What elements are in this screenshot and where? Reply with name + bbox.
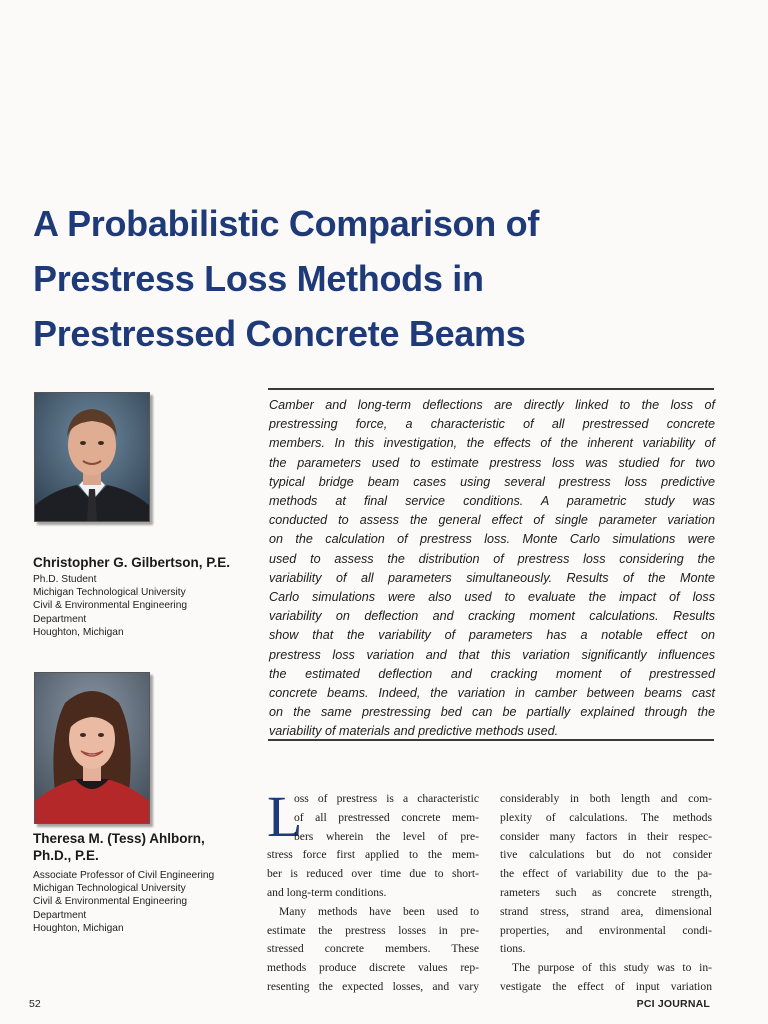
abstract-line: prestressing force, a characteristic of all prestressed concrete bbox=[269, 417, 715, 432]
affiliation-line: Michigan Technological University bbox=[33, 883, 186, 895]
abstract-line: variability on deflection and cracking moment calculations. Results bbox=[269, 609, 715, 624]
abstract-line: variability of materials and predictive methods used. bbox=[269, 724, 559, 739]
body-column-2 bbox=[500, 790, 712, 997]
body-line: methods produce discrete values rep- bbox=[267, 961, 479, 975]
affiliation-line: Civil & Environmental Engineering bbox=[33, 600, 188, 612]
abstract-line: the parameters used to estimate prestress loss was studied for two bbox=[269, 455, 715, 470]
affiliation-line: Ph.D. Student bbox=[33, 574, 97, 585]
body-line: considerably in both length and com- bbox=[500, 792, 712, 805]
author-photo-ahlborn bbox=[34, 672, 150, 824]
affiliation-line: Civil & Environmental Engineering bbox=[33, 896, 188, 908]
body-line: stress force first applied to the mem- bbox=[267, 848, 479, 862]
abstract-line: used to assess the distribution of prestress loss considering the bbox=[269, 551, 715, 566]
abstract-line: prestress loss variation and that this variation significantly influences bbox=[269, 647, 715, 662]
affiliation-line: Michigan Technological University bbox=[33, 587, 186, 599]
body-line: oss of prestress is a characteristic bbox=[294, 792, 479, 805]
body-line: the effect of variability due to the pa- bbox=[500, 867, 712, 881]
body-line: vestigate the effect of input variation bbox=[500, 979, 712, 993]
body-line: ber is reduced over time due to short- bbox=[267, 867, 479, 881]
author-name-1: Christopher G. Gilbertson, P.E. bbox=[33, 555, 231, 570]
author-affiliation-1 bbox=[33, 573, 248, 639]
abstract-line: methods at final service conditions. A parametric study was bbox=[269, 494, 715, 509]
body-line: resenting the expected losses, and vary bbox=[267, 979, 479, 993]
abstract-line: Camber and long-term deflections are directly linked to the loss of bbox=[269, 398, 715, 412]
drop-cap: L bbox=[267, 784, 303, 849]
affiliation-line: Department bbox=[33, 613, 87, 625]
abstract-line: members. In this investigation, the effects of the inherent variability of bbox=[269, 436, 715, 451]
abstract-line: concrete beams. Indeed, the variation in camber between beams cast bbox=[269, 686, 715, 701]
body-line: tions. bbox=[500, 942, 526, 956]
abstract-line: show that the variability of parameters has a notable effect on bbox=[269, 628, 715, 643]
body-line: rameters such as concrete strength, bbox=[500, 885, 712, 899]
abstract-bottom-rule bbox=[268, 739, 714, 741]
affiliation-line: Houghton, Michigan bbox=[33, 922, 124, 934]
body-line: plexity of calculations. The methods bbox=[500, 810, 712, 824]
body-column-1 bbox=[267, 784, 479, 997]
affiliation-line: Department bbox=[33, 909, 87, 921]
author-photo-gilbertson bbox=[34, 392, 150, 522]
body-line: bers wherein the level of pre- bbox=[294, 829, 479, 843]
author-affiliation-2 bbox=[33, 869, 248, 935]
title-line-1: A Probabilistic Comparison of bbox=[33, 203, 540, 244]
body-line: of all prestressed concrete mem- bbox=[294, 810, 479, 824]
abstract-line: on the same prestressing bed can be partially explained through the bbox=[269, 705, 715, 720]
body-line: and long-term conditions. bbox=[267, 885, 387, 899]
page-number: 52 bbox=[29, 998, 41, 1010]
author-name-2: Theresa M. (Tess) Ahlborn, Ph.D., P.E. bbox=[33, 831, 205, 863]
body-line: estimate the prestress losses in pre- bbox=[267, 923, 479, 937]
abstract-line: variability of all parameters simultaneously. Results of the Monte bbox=[269, 570, 715, 585]
body-line: stressed concrete members. These bbox=[267, 942, 479, 956]
affiliation-line: Houghton, Michigan bbox=[33, 626, 124, 638]
abstract-top-rule bbox=[268, 388, 714, 390]
abstract-line: on the calculation of prestress loss. Monte Carlo simulations were bbox=[269, 532, 715, 547]
body-line: tive calculations but do not consider bbox=[500, 848, 712, 862]
abstract-line: Carlo simulations were also used to evaluate the impact of loss bbox=[269, 590, 715, 605]
body-line: The purpose of this study was to in- bbox=[512, 961, 712, 975]
title-line-3: Prestressed Concrete Beams bbox=[33, 313, 526, 354]
body-line: properties, and environmental condi- bbox=[500, 923, 712, 937]
abstract-line: the estimated deflection and cracking moment of prestressed bbox=[269, 666, 715, 681]
journal-name: PCI JOURNAL bbox=[636, 998, 710, 1010]
abstract bbox=[269, 396, 715, 742]
body-line: strand stress, strand area, dimensional bbox=[500, 904, 712, 918]
title-line-2: Prestress Loss Methods in bbox=[33, 258, 484, 299]
article-title bbox=[33, 196, 713, 361]
body-line: consider many factors in their respec- bbox=[500, 829, 712, 843]
body-line: Many methods have been used to bbox=[279, 904, 479, 918]
abstract-line: typical bridge beam cases using several prestress loss predictive bbox=[269, 474, 715, 489]
affiliation-line: Associate Professor of Civil Engineering bbox=[33, 870, 215, 881]
abstract-line: conducted to assess the general effect of single parameter variation bbox=[269, 513, 715, 528]
